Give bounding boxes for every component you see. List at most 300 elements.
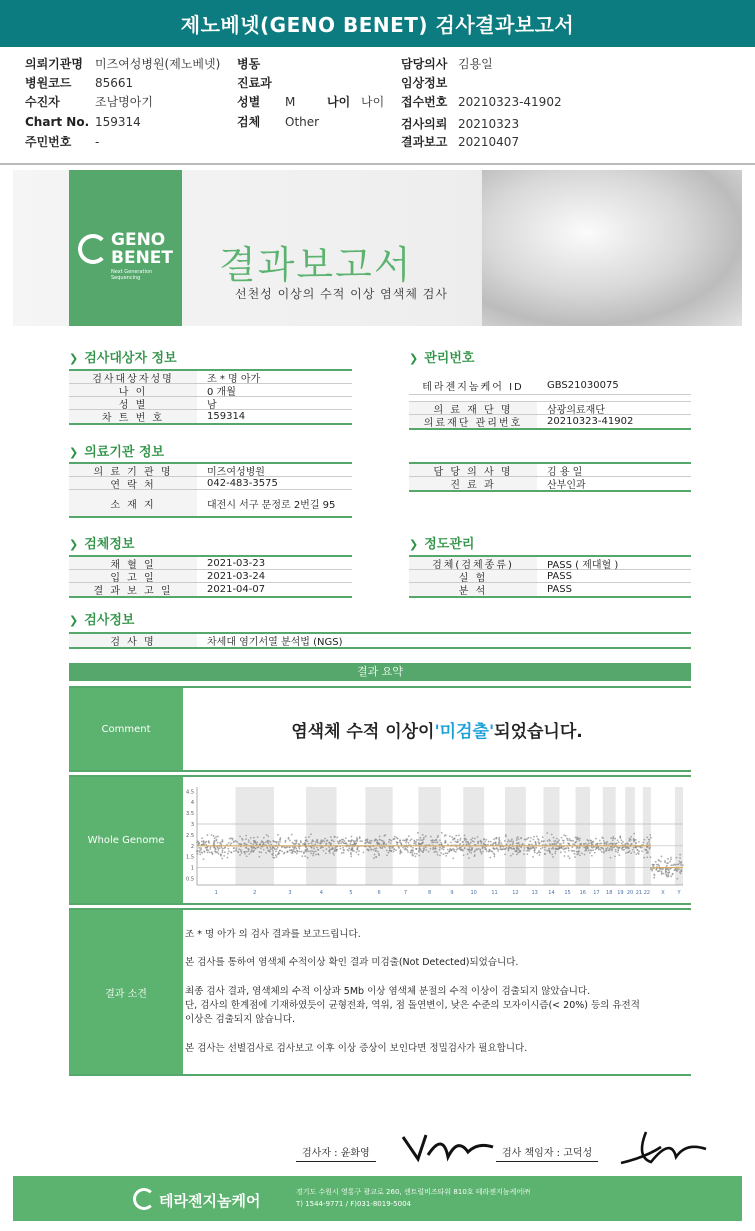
data-point xyxy=(563,842,565,844)
banner-subtitle: 선천성 이상의 수적 이상 염색체 검사 xyxy=(235,287,448,301)
data-point xyxy=(589,840,591,842)
data-point xyxy=(574,856,576,858)
data-point xyxy=(439,855,441,857)
data-point xyxy=(324,838,326,840)
data-point xyxy=(548,848,550,850)
data-point xyxy=(405,839,407,841)
data-point xyxy=(341,839,343,841)
data-point xyxy=(291,849,293,851)
data-point xyxy=(606,843,608,845)
data-point xyxy=(682,864,684,866)
data-point xyxy=(598,849,600,851)
data-point xyxy=(350,855,352,857)
data-point xyxy=(216,839,218,841)
data-point xyxy=(433,842,435,844)
data-point xyxy=(256,841,258,843)
data-point xyxy=(261,840,263,842)
y-tick-label: 1.5 xyxy=(186,854,194,861)
data-point xyxy=(337,837,339,839)
data-point xyxy=(351,836,353,838)
data-point xyxy=(239,836,241,838)
data-point xyxy=(609,848,611,850)
data-point xyxy=(241,838,243,840)
data-point xyxy=(495,837,497,839)
data-point xyxy=(680,872,682,874)
data-point xyxy=(643,857,645,859)
data-point xyxy=(221,852,223,854)
data-point xyxy=(444,842,446,844)
data-point xyxy=(228,842,230,844)
x-tick-label: 9 xyxy=(450,890,454,896)
data-point xyxy=(244,842,246,844)
data-point xyxy=(487,844,489,846)
data-point xyxy=(386,854,388,856)
data-point xyxy=(378,853,380,855)
chromosome-band xyxy=(463,787,484,885)
data-point xyxy=(412,852,414,854)
data-point xyxy=(571,840,573,842)
data-point xyxy=(571,846,573,848)
finding-line: 단, 검사의 한계점에 기재하였듯이 균형전좌, 역위, 점 돌연변이, 낮은 수준의 모자이시즘(< 20%) 등의 유전적 xyxy=(185,1000,640,1011)
data-point xyxy=(431,842,433,844)
data-point xyxy=(198,843,200,845)
data-point xyxy=(574,853,576,855)
data-point xyxy=(274,847,276,849)
data-point xyxy=(373,857,375,859)
data-point xyxy=(412,855,414,857)
data-point xyxy=(277,834,279,836)
data-point xyxy=(235,850,237,852)
data-point xyxy=(336,849,338,851)
section-heading-specimen: ❯ 검체정보 xyxy=(69,537,135,552)
data-point xyxy=(542,847,544,849)
data-point xyxy=(563,849,565,851)
data-point xyxy=(527,837,529,839)
data-point xyxy=(498,842,500,844)
chromosome-band xyxy=(543,787,559,885)
data-point xyxy=(603,840,605,842)
table-row: 연 락 처 042-483-3575 xyxy=(69,477,352,490)
test-table xyxy=(69,632,691,649)
data-point xyxy=(493,838,495,840)
data-point xyxy=(647,852,649,854)
data-point xyxy=(516,854,518,856)
data-point xyxy=(302,843,304,845)
data-point xyxy=(376,847,378,849)
data-point xyxy=(581,852,583,854)
chromosome-band xyxy=(576,787,590,885)
data-point xyxy=(402,847,404,849)
data-point xyxy=(457,848,459,850)
data-point xyxy=(369,840,371,842)
institution-table xyxy=(69,462,352,518)
data-point xyxy=(551,843,553,845)
data-point xyxy=(557,841,559,843)
data-point xyxy=(512,848,514,850)
data-point xyxy=(613,843,615,845)
data-point xyxy=(470,852,472,854)
data-point xyxy=(205,841,207,843)
data-point xyxy=(478,848,480,850)
data-point xyxy=(230,851,232,853)
data-point xyxy=(418,847,420,849)
data-point xyxy=(423,847,425,849)
data-point xyxy=(606,841,608,843)
data-point xyxy=(300,841,302,843)
chevron-right-icon: ❯ xyxy=(69,614,79,627)
data-point xyxy=(454,838,456,840)
data-point xyxy=(602,837,604,839)
data-point xyxy=(454,841,456,843)
data-point xyxy=(276,848,278,850)
data-point xyxy=(432,847,434,849)
data-point xyxy=(248,839,250,841)
findings-label: 결과 소견 xyxy=(69,910,183,1074)
data-point xyxy=(313,848,315,850)
genome-panel xyxy=(69,775,691,905)
data-point xyxy=(625,852,627,854)
data-point xyxy=(374,854,376,856)
data-point xyxy=(528,850,530,852)
data-point xyxy=(464,839,466,841)
table-row: 테라젠지놈케어 ID GBS21030075 xyxy=(409,377,691,395)
data-point xyxy=(445,855,447,857)
data-point xyxy=(508,850,510,852)
y-tick-label: 1 xyxy=(190,865,194,872)
data-point xyxy=(393,851,395,853)
data-point xyxy=(260,847,262,849)
data-point xyxy=(635,853,637,855)
data-point xyxy=(568,848,570,850)
data-point xyxy=(312,855,314,857)
data-point xyxy=(389,849,391,851)
data-point xyxy=(619,837,621,839)
subject-table xyxy=(69,369,352,425)
data-point xyxy=(397,838,399,840)
data-point xyxy=(633,851,635,853)
footer-company-name: 테라젠지놈케어 xyxy=(159,1192,261,1210)
data-point xyxy=(258,856,260,858)
data-point xyxy=(425,849,427,851)
summary-heading: 결과 요약 xyxy=(69,663,691,681)
data-point xyxy=(326,840,328,842)
data-point xyxy=(405,842,407,844)
data-point xyxy=(507,839,509,841)
data-point xyxy=(308,850,310,852)
data-point xyxy=(303,852,305,854)
data-point xyxy=(494,848,496,850)
data-point xyxy=(201,837,203,839)
data-point xyxy=(560,843,562,845)
data-point xyxy=(536,835,538,837)
data-point xyxy=(474,838,476,840)
data-point xyxy=(514,850,516,852)
data-point xyxy=(213,840,215,842)
data-point xyxy=(245,838,247,840)
data-point xyxy=(285,847,287,849)
data-point xyxy=(523,853,525,855)
data-point xyxy=(267,835,269,837)
responsible-signature: 검사 책임자 : 고덕성 xyxy=(496,1144,598,1159)
data-point xyxy=(439,839,441,841)
data-point xyxy=(608,850,610,852)
data-point xyxy=(551,853,553,855)
table-row: 분 석 PASS xyxy=(409,583,691,596)
data-point xyxy=(470,842,472,844)
data-point xyxy=(400,849,402,851)
data-point xyxy=(223,855,225,857)
x-tick-label: Y xyxy=(677,890,681,896)
data-point xyxy=(337,841,339,843)
data-point xyxy=(499,848,501,850)
data-point xyxy=(434,851,436,853)
table-row: 의 료 기 관 명 미즈여성병원 xyxy=(69,464,352,477)
data-point xyxy=(444,840,446,842)
data-point xyxy=(227,853,229,855)
data-point xyxy=(419,849,421,851)
footer-address: 경기도 수원시 영통구 광교로 260, 센트럴비즈타워 810호 테라젠지놈케어㈜ T) 1544-9771 / F)031-8019-5004 xyxy=(296,1188,531,1208)
data-point xyxy=(248,848,250,850)
data-point xyxy=(544,853,546,855)
data-point xyxy=(579,846,581,848)
data-point xyxy=(308,843,310,845)
data-point xyxy=(291,834,293,836)
data-point xyxy=(643,839,645,841)
data-point xyxy=(679,857,681,859)
data-point xyxy=(270,843,272,845)
table-row: 성 별 남 xyxy=(69,397,352,410)
table-row: 의료재단 관리번호 20210323-41902 xyxy=(409,415,691,428)
data-point xyxy=(293,846,295,848)
y-tick-label: 4 xyxy=(190,800,194,807)
data-point xyxy=(244,851,246,853)
header-field: 접수번호 20210323-41902 xyxy=(401,95,562,109)
data-point xyxy=(208,840,210,842)
data-point xyxy=(664,860,666,862)
finding-line: 이상은 검출되지 않습니다. xyxy=(185,1014,296,1025)
data-point xyxy=(564,851,566,853)
data-point xyxy=(435,848,437,850)
data-point xyxy=(478,841,480,843)
data-point xyxy=(554,843,556,845)
data-point xyxy=(469,846,471,848)
data-point xyxy=(341,852,343,854)
section-heading-institution: ❯ 의료기관 정보 xyxy=(69,445,165,460)
data-point xyxy=(565,847,567,849)
data-point xyxy=(670,857,672,859)
data-point xyxy=(441,832,443,834)
data-point xyxy=(567,839,569,841)
data-point xyxy=(411,838,413,840)
data-point xyxy=(653,874,655,876)
header-field: 병동 xyxy=(237,57,261,71)
data-point xyxy=(579,840,581,842)
data-point xyxy=(506,847,508,849)
x-tick-label: 4 xyxy=(319,890,323,896)
y-tick-label: 4.5 xyxy=(186,789,194,796)
data-point xyxy=(655,868,657,870)
data-point xyxy=(547,840,549,842)
data-point xyxy=(437,854,439,856)
data-point xyxy=(447,849,449,851)
data-point xyxy=(561,837,563,839)
header-field: 성별 M xyxy=(237,95,296,109)
data-point xyxy=(584,854,586,856)
data-point xyxy=(579,854,581,856)
data-point xyxy=(449,835,451,837)
data-point xyxy=(319,843,321,845)
data-point xyxy=(305,837,307,839)
data-point xyxy=(215,836,217,838)
data-point xyxy=(630,852,632,854)
data-point xyxy=(251,849,253,851)
data-point xyxy=(343,849,345,851)
data-point xyxy=(658,859,660,861)
data-point xyxy=(235,840,237,842)
data-point xyxy=(633,833,635,835)
footer-logo-icon xyxy=(133,1188,155,1210)
data-point xyxy=(197,840,199,842)
y-tick-label: 2 xyxy=(190,843,194,850)
data-point xyxy=(595,838,597,840)
data-point xyxy=(214,850,216,852)
y-tick-label: 3 xyxy=(190,822,194,829)
data-point xyxy=(414,853,416,855)
data-point xyxy=(350,840,352,842)
data-point xyxy=(482,848,484,850)
qc-table xyxy=(409,555,691,598)
data-point xyxy=(260,851,262,853)
data-point xyxy=(279,841,281,843)
data-point xyxy=(344,840,346,842)
data-point xyxy=(283,853,285,855)
data-point xyxy=(275,850,277,852)
data-point xyxy=(312,853,314,855)
data-point xyxy=(459,847,461,849)
table-row: 소 재 지 대전시 서구 문정로 2번길 95 xyxy=(69,490,352,516)
data-point xyxy=(399,853,401,855)
data-point xyxy=(272,854,274,856)
data-point xyxy=(517,836,519,838)
data-point xyxy=(679,854,681,856)
section-heading-mgmt: ❯ 관리번호 xyxy=(409,351,475,366)
patient-header xyxy=(0,47,755,165)
data-point xyxy=(366,841,368,843)
data-point xyxy=(539,842,541,844)
data-point xyxy=(553,840,555,842)
data-point xyxy=(551,834,553,836)
data-point xyxy=(541,840,543,842)
data-point xyxy=(198,847,200,849)
data-point xyxy=(648,839,650,841)
data-point xyxy=(480,840,482,842)
data-point xyxy=(618,841,620,843)
data-point xyxy=(556,838,558,840)
data-point xyxy=(317,842,319,844)
specimen-table xyxy=(69,555,352,598)
data-point xyxy=(197,850,199,852)
data-point xyxy=(379,839,381,841)
data-point xyxy=(661,856,663,858)
data-point xyxy=(375,850,377,852)
data-point xyxy=(343,852,345,854)
data-point xyxy=(240,849,242,851)
data-point xyxy=(370,849,372,851)
doctor-table xyxy=(409,462,691,492)
data-point xyxy=(349,843,351,845)
data-point xyxy=(339,840,341,842)
data-point xyxy=(679,861,681,863)
data-point xyxy=(269,851,271,853)
data-point xyxy=(595,843,597,845)
data-point xyxy=(211,834,213,836)
data-point xyxy=(328,850,330,852)
data-point xyxy=(467,853,469,855)
data-point xyxy=(389,839,391,841)
data-point xyxy=(560,851,562,853)
data-point xyxy=(412,847,414,849)
data-point xyxy=(504,848,506,850)
data-point xyxy=(252,843,254,845)
data-point xyxy=(522,843,524,845)
data-point xyxy=(554,848,556,850)
data-point xyxy=(453,849,455,851)
data-point xyxy=(532,839,534,841)
data-point xyxy=(266,834,268,836)
data-point xyxy=(330,843,332,845)
data-point xyxy=(533,850,535,852)
data-point xyxy=(531,843,533,845)
header-field: 진료과 xyxy=(237,76,272,90)
data-point xyxy=(451,836,453,838)
data-point xyxy=(572,843,574,845)
data-point xyxy=(393,848,395,850)
data-point xyxy=(520,837,522,839)
data-point xyxy=(400,842,402,844)
x-tick-label: 18 xyxy=(606,890,613,896)
data-point xyxy=(311,850,313,852)
data-point xyxy=(440,842,442,844)
data-point xyxy=(430,848,432,850)
data-point xyxy=(233,847,235,849)
data-point xyxy=(620,839,622,841)
data-point xyxy=(484,841,486,843)
data-point xyxy=(267,850,269,852)
x-tick-label: 14 xyxy=(548,890,555,896)
data-point xyxy=(254,841,256,843)
data-point xyxy=(294,850,296,852)
table-row: 검 사 명 차세대 염기서열 분석법 (NGS) xyxy=(69,634,691,647)
data-point xyxy=(468,857,470,859)
finding-line: 본 검사를 통하여 염색체 수적이상 확인 결과 미검출(Not Detected)되었습니다. xyxy=(185,957,519,968)
data-point xyxy=(425,846,427,848)
data-point xyxy=(389,848,391,850)
data-point xyxy=(334,848,336,850)
data-point xyxy=(422,834,424,836)
x-tick-label: 3 xyxy=(288,890,292,896)
data-point xyxy=(407,851,409,853)
data-point xyxy=(491,850,493,852)
data-point xyxy=(308,836,310,838)
header-field: 병원코드 85661 xyxy=(25,76,134,90)
data-point xyxy=(460,838,462,840)
data-point xyxy=(480,851,482,853)
data-point xyxy=(676,864,678,866)
data-point xyxy=(415,844,417,846)
data-point xyxy=(655,861,657,863)
data-point xyxy=(569,857,571,859)
data-point xyxy=(320,839,322,841)
